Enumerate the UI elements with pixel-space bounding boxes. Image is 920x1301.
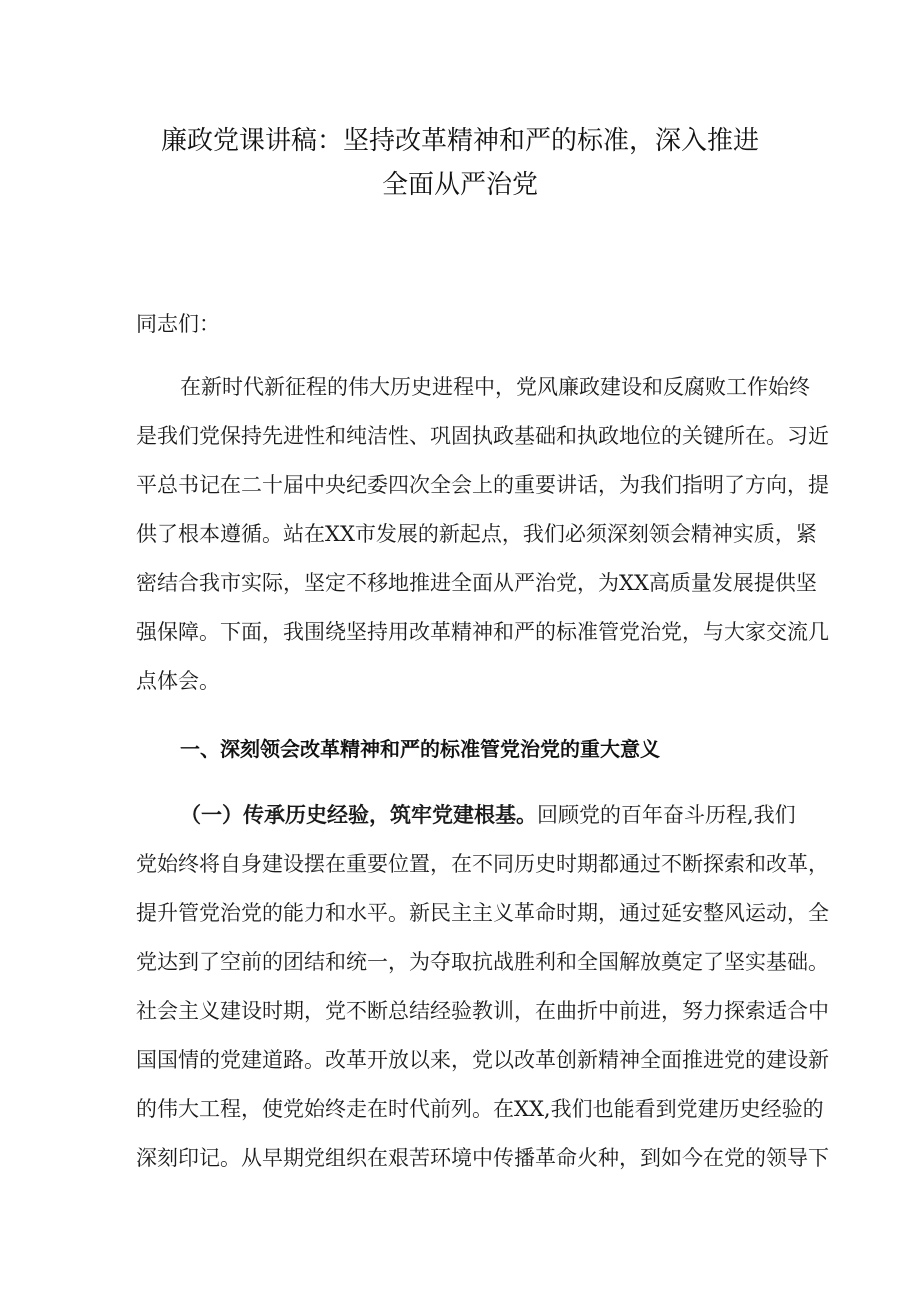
subsection-line: 国国情的党建道路。改革开放以来，党以改革创新精神全面推进党的建设新 <box>136 1048 829 1072</box>
intro-line: 点体会。 <box>136 669 220 693</box>
subsection-line: 党达到了空前的团结和统一，为夺取抗战胜利和全国解放奠定了坚实基础。 <box>136 950 829 974</box>
intro-line: 强保障。下面，我围绕坚持用改革精神和严的标准管党治党，与大家交流几 <box>136 620 829 644</box>
subsection-first-line-text: 回顾党的百年奋斗历程,我们 <box>537 803 796 827</box>
intro-line: 是我们党保持先进性和纯洁性、巩固执政基础和执政地位的关键所在。习近 <box>136 424 829 448</box>
subsection-first-line <box>180 800 796 849</box>
subsection-line: 深刻印记。从早期党组织在艰苦环境中传播革命火种，到如今在党的领导下 <box>136 1146 829 1170</box>
subsection-heading: （一）传承历史经验，筑牢党建根基。 <box>180 803 537 827</box>
section-heading: 一、深刻领会改革精神和严的标准管党治党的重大意义 <box>180 737 660 761</box>
salutation: 同志们： <box>136 312 220 336</box>
intro-line: 密结合我市实际，坚定不移地推进全面从严治党，为XX高质量发展提供坚 <box>136 571 817 595</box>
subsection-line: 的伟大工程，使党始终走在时代前列。在XX,我们也能看到党建历史经验的 <box>136 1097 824 1121</box>
subsection-line: 党始终将自身建设摆在重要位置，在不同历史时期都通过不断探索和改革， <box>136 852 829 876</box>
document-title <box>150 119 770 207</box>
subsection-line: 社会主义建设时期，党不断总结经验教训，在曲折中前进，努力探索适合中 <box>136 999 829 1023</box>
title-line-1: 廉政党课讲稿：坚持改革精神和严的标准，深入推进 <box>160 126 759 156</box>
intro-line: 供了根本遵循。站在XX市发展的新起点，我们必须深刻领会精神实质，紧 <box>136 522 817 546</box>
intro-line: 平总书记在二十届中央纪委四次全会上的重要讲话，为我们指明了方向，提 <box>136 473 829 497</box>
title-line-2: 全面从严治党 <box>381 170 538 200</box>
subsection-line: 提升管党治党的能力和水平。新民主主义革命时期，通过延安整风运动，全 <box>136 901 829 925</box>
intro-line: 在新时代新征程的伟大历史进程中，党风廉政建设和反腐败工作始终 <box>180 375 810 399</box>
